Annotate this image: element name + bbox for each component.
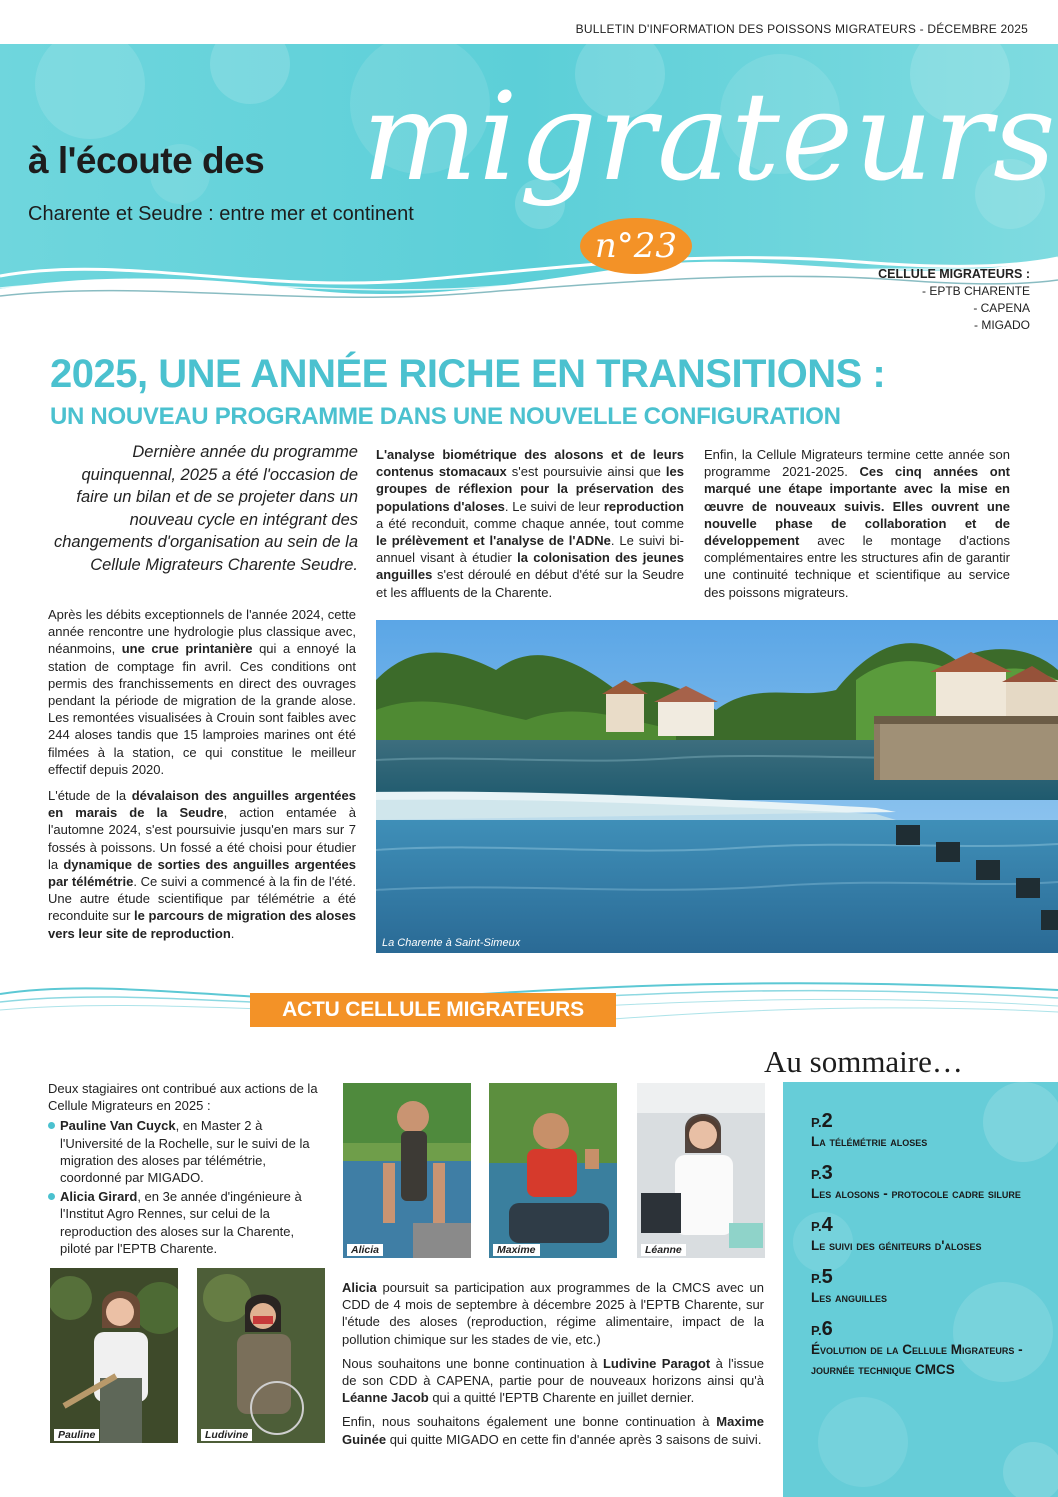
article-column-3 [704,446,1010,610]
title-main: migrateurs [362,66,1057,208]
sommaire-box [783,1082,1058,1497]
intern-list [48,1117,326,1257]
title-prefix: à l'écoute des [28,140,265,181]
intern-intro: Deux stagiaires ont contribué aux actions de la Cellule Migrateurs en 2025 : [48,1081,318,1114]
photo-caption-leanne: Léanne [641,1244,686,1256]
photo-ludivine [197,1268,325,1443]
cellule-block [878,266,1030,334]
cellule-member: - CAPENA [973,301,1030,315]
photo-caption-alicia: Alicia [347,1244,383,1256]
photo-pauline-illustration [50,1268,178,1443]
lead-paragraph: Dernière année du programme quinquennal, 2025 a été l'occasion de faire un bilan et de se projeter dans un nouveau cycle en intégrant des changements d'organisation au sein de la Cellule Migrateurs Charente Seudre. [53,443,358,574]
intern-intro-block [48,1080,326,1259]
photo-leanne [637,1083,765,1258]
sommaire-item[interactable]: P.5 Les anguilles [811,1266,888,1305]
actu-paragraph-3: Enfin, nous souhaitons également une bonne continuation à Maxime Guinée qui quitte MIGADO en cette fin d'année après 3 saisons de suivi. [342,1414,764,1447]
list-item: Alicia Girard, en 3e année d'ingénieure à l'Institut Agro Rennes, sur celui de la reproduction des aloses sur la Charente, piloté par l'EPTB Charente. [48,1188,326,1257]
list-item: Pauline Van Cuyck, en Master 2 à l'Université de la Rochelle, sur le suivi de la migration des aloses par télémétrie, coordonné par MIGADO. [48,1117,326,1186]
col3-paragraph-1: Enfin, la Cellule Migrateurs termine cette année son programme 2021-2025. Ces cinq années ont marqué une étape importante avec la mise en œuvre de nouveaux suivis. Elles ouvrent une nouvelle phase de collaboration et de développement avec le montage d'actions complémentaires entre les structures afin de garantir une continuité technique et scientifique au service des poissons migrateurs. [704,447,1010,600]
actu-paragraph-2: Nous souhaitons une bonne continuation à Ludivine Paragot à l'issue de son CDD à CAPENA, partie pour de nouveaux horizons ainsi qu'à Léanne Jacob qui a quitté l'EPTB Charente en juillet dernier. [342,1355,765,1406]
cellule-title: CELLULE MIGRATEURS : [878,267,1030,281]
photo-maxime [489,1083,617,1258]
sub-headline: UN NOUVEAU PROGRAMME DANS UNE NOUVELLE CONFIGURATION [50,403,841,430]
photo-caption-ludivine: Ludivine [201,1429,252,1441]
photo-caption-pauline: Pauline [54,1429,99,1441]
sommaire-item[interactable]: P.2 La télémétrie aloses [811,1110,928,1149]
sommaire-item[interactable]: P.3 Les alosons - protocole cadre silure [811,1162,1021,1201]
sommaire-item[interactable]: P.6 Évolution de la Cellule Migrateurs - journée technique CMCS [811,1318,1023,1377]
river-photo-caption: La Charente à Saint-Simeux [382,937,521,949]
actu-section-banner: ACTU CELLULE MIGRATEURS [250,993,616,1027]
col2-paragraph-1: L'analyse biométrique des alosons et de leurs contenus stomacaux s'est poursuivie ainsi que les groupes de réflexion pour la préservation des populations d'aloses. Le suivi de leur reproduction a été reconduit, comme chaque année, tout comme le prélèvement et l'analyse de l'ADNe. Le suivi bi-annuel visant à étudier la colonisation des jeunes anguilles s'est déroulé en début d'été sur la Seudre et les affluents de la Charente. [376,447,684,600]
sommaire-title: Au sommaire… [764,1044,963,1079]
cellule-member: - EPTB CHARENTE [921,284,1030,298]
cellule-member: - MIGADO [974,318,1030,332]
river-photo [376,620,1058,953]
photo-ludivine-illustration [197,1268,325,1443]
article-column-1 [48,606,356,951]
sommaire-item[interactable]: P.4 Le suivi des géniteurs d'aloses [811,1214,982,1253]
river-illustration [376,620,1058,953]
article-column-2 [376,446,684,610]
header-subtitle: Charente et Seudre : entre mer et continent [28,203,414,225]
photo-pauline [50,1268,178,1443]
photo-alicia [343,1083,471,1258]
photo-maxime-illustration [489,1083,617,1258]
photo-alicia-illustration [343,1083,471,1258]
issue-badge: n°23 [580,218,692,274]
actu-text-block [342,1279,764,1455]
sommaire-list [811,1112,1051,1392]
col1-paragraph-1: Après les débits exceptionnels de l'année 2024, cette année rencontre une hydrologie plus classique avec, néanmoins, une crue printanière qui a ennoyé la station de comptage fin avril. Ces conditions ont permis des franchissements en direct des ouvrages pendant la période de migration de la grande alose. Les remontées visualisées à Crouin sont faibles avec 244 aloses tandis que 15 lamproies marines ont été filmées à la station, ce qui constitue le meilleur effectif depuis 2020. [48,607,356,777]
photo-caption-maxime: Maxime [493,1244,540,1256]
actu-paragraph-1: Alicia poursuit sa participation aux programmes de la CMCS avec un CDD de 4 mois de septembre à décembre 2025 à l'EPTB Charente, sur l'étude des aloses (reproduction, régime alimentaire, impact de la pollution chimique sur les stades de vie, etc.) [342,1280,764,1347]
photo-leanne-illustration [637,1083,765,1258]
main-headline: 2025, UNE ANNÉE RICHE EN TRANSITIONS : [50,352,886,396]
bulletin-line: BULLETIN D'INFORMATION DES POISSONS MIGRATEURS - DÉCEMBRE 2025 [575,22,1028,36]
col1-paragraph-2: L'étude de la dévalaison des anguilles argentées en marais de la Seudre, action entamée à l'automne 2024, s'est poursuivie jusqu'en mars sur 7 fossés à poissons. Un fossé a été choisi pour étudier la dynamique de sorties des anguilles argentées par télémétrie. Ce suivi a commencé à la fin de l'été. Une autre étude scientifique par télémétrie a été reconduite sur le parcours de migration des aloses vers leur site de reproduction. [48,788,357,941]
